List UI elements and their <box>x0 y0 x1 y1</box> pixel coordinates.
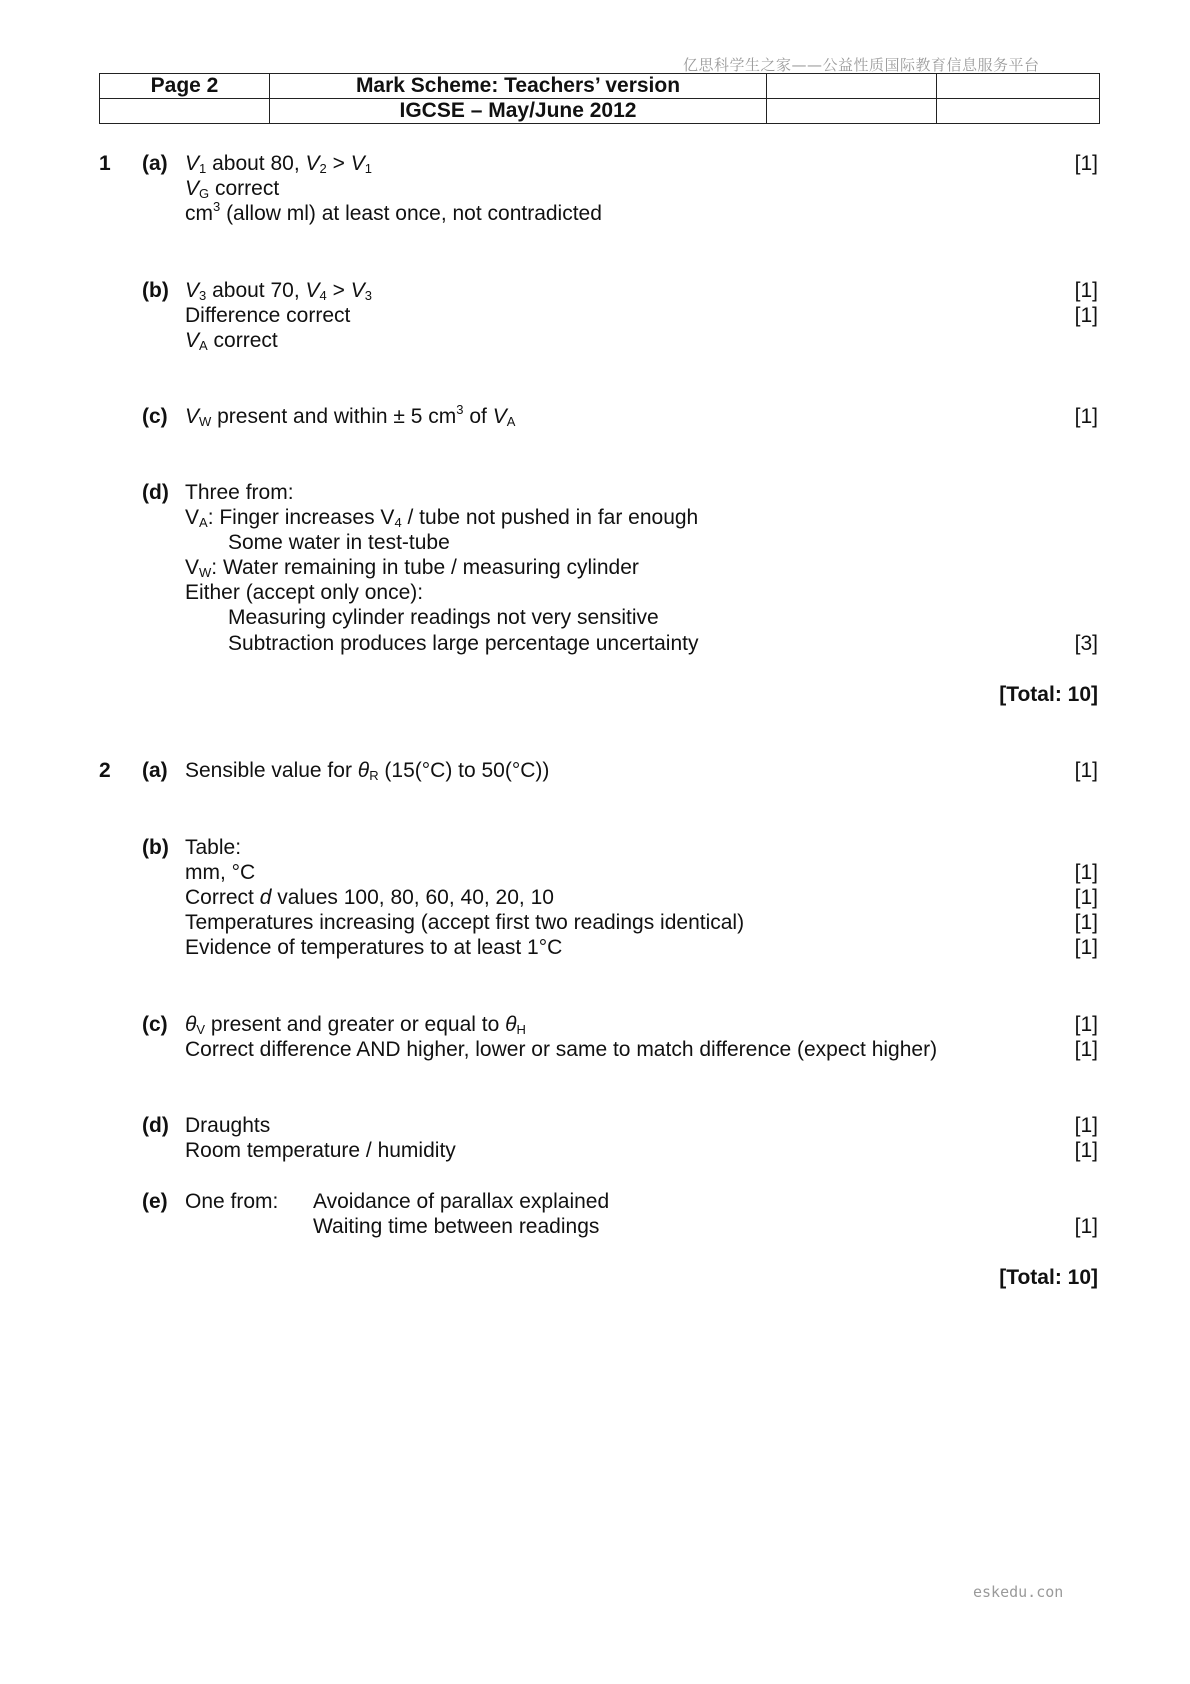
q2e-intro: One from: <box>185 1190 279 1213</box>
watermark-bottom: eskedu.con <box>973 1583 1064 1601</box>
q2d-mark-1: [1] <box>1074 1114 1098 1137</box>
header-empty-4 <box>767 99 937 124</box>
q1d-line2: $V_A$: Finger increases $V_4$ / tube not pushed in far enough <box>185 506 699 530</box>
q2d-label: (d) <box>142 1114 169 1137</box>
q2e-label: (e) <box>142 1190 168 1213</box>
header-empty-5 <box>937 99 1100 124</box>
q1d-line6: Measuring cylinder readings not very sensitive <box>228 606 659 629</box>
q1a-mark: [1] <box>1074 152 1098 175</box>
q1d-mark: [3] <box>1074 632 1098 655</box>
q1b-line1: $V_3$ about 70, $V_4 > V_3$ <box>185 279 372 303</box>
q1d-label: (d) <box>142 481 169 504</box>
q1d-line5: Either (accept only once): <box>185 581 424 604</box>
q2b-line4: Temperatures increasing (accept first two readings identical) <box>185 911 745 934</box>
q1c-line1: $V_W$ present and within ± 5 $cm^3$ of $V_A$ <box>185 402 516 429</box>
q2e-line2: Waiting time between readings <box>313 1215 600 1238</box>
header-empty-1 <box>767 74 937 99</box>
q2c-label: (c) <box>142 1013 168 1036</box>
q2b-mark-4: [1] <box>1074 936 1098 959</box>
q2b-line3: Correct d values 100, 80, 60, 40, 20, 10 <box>185 886 554 909</box>
q2c-mark-2: [1] <box>1074 1038 1098 1061</box>
header-empty-3 <box>100 99 270 124</box>
watermark-top: 亿思科学生之家——公益性质国际教育信息服务平台 <box>683 56 1040 74</box>
q1c-mark: [1] <box>1074 405 1098 428</box>
q1a-line2: $V_G$ correct <box>185 177 280 201</box>
header-page: Page 2 <box>100 74 270 99</box>
q2b-line1: Table: <box>185 836 242 859</box>
question-2-number: 2 <box>99 759 111 782</box>
q2e-mark: [1] <box>1074 1215 1098 1238</box>
q2b-mark-2: [1] <box>1074 886 1098 909</box>
q2-total: [Total: 10] <box>999 1266 1098 1289</box>
q1d-line3: Some water in test-tube <box>228 531 450 554</box>
q2a-mark: [1] <box>1074 759 1098 782</box>
header-empty-2 <box>937 74 1100 99</box>
question-1-number: 1 <box>99 152 111 175</box>
q2a-line1: Sensible value for $\theta_R$ (15(°C) to 50(°C)) <box>185 759 550 783</box>
q2d-line1: Draughts <box>185 1114 271 1137</box>
q2a-label: (a) <box>142 759 168 782</box>
header-table <box>99 73 1100 124</box>
q2b-label: (b) <box>142 836 169 859</box>
q2c-mark-1: [1] <box>1074 1013 1098 1036</box>
q1a-line1: $V_1$ about 80, $V_2 > V_1$ <box>185 152 372 176</box>
q2b-mark-3: [1] <box>1074 911 1098 934</box>
q1a-label: (a) <box>142 152 168 175</box>
q1b-label: (b) <box>142 279 169 302</box>
q2d-mark-2: [1] <box>1074 1139 1098 1162</box>
q2b-mark-1: [1] <box>1074 861 1098 884</box>
q1-total: [Total: 10] <box>999 683 1098 706</box>
q2b-line5: Evidence of temperatures to at least 1°C <box>185 936 563 959</box>
q1b-line2: Difference correct <box>185 304 351 327</box>
q1d-line1: Three from: <box>185 481 294 504</box>
q2d-line2: Room temperature / humidity <box>185 1139 456 1162</box>
header-title: Mark Scheme: Teachers’ version <box>270 74 767 99</box>
q1c-label: (c) <box>142 405 168 428</box>
q2b-line2: mm, °C <box>185 861 256 884</box>
q2c-line1: $\theta_V$ present and greater or equal to $\theta_H$ <box>185 1013 526 1037</box>
q1a-line3: $cm^3$ (allow ml) at least once, not contradicted <box>185 199 602 225</box>
q1d-line4: $V_W$: Water remaining in tube / measuring cylinder <box>185 556 639 580</box>
q1b-mark-1: [1] <box>1074 279 1098 302</box>
q2c-line2: Correct difference AND higher, lower or same to match difference (expect higher) <box>185 1038 938 1061</box>
header-exam: IGCSE – May/June 2012 <box>270 99 767 124</box>
q1d-line7: Subtraction produces large percentage uncertainty <box>228 632 699 655</box>
q2e-line1: Avoidance of parallax explained <box>313 1190 610 1213</box>
q1b-line3: $V_A$ correct <box>185 329 278 353</box>
q1b-mark-2: [1] <box>1074 304 1098 327</box>
